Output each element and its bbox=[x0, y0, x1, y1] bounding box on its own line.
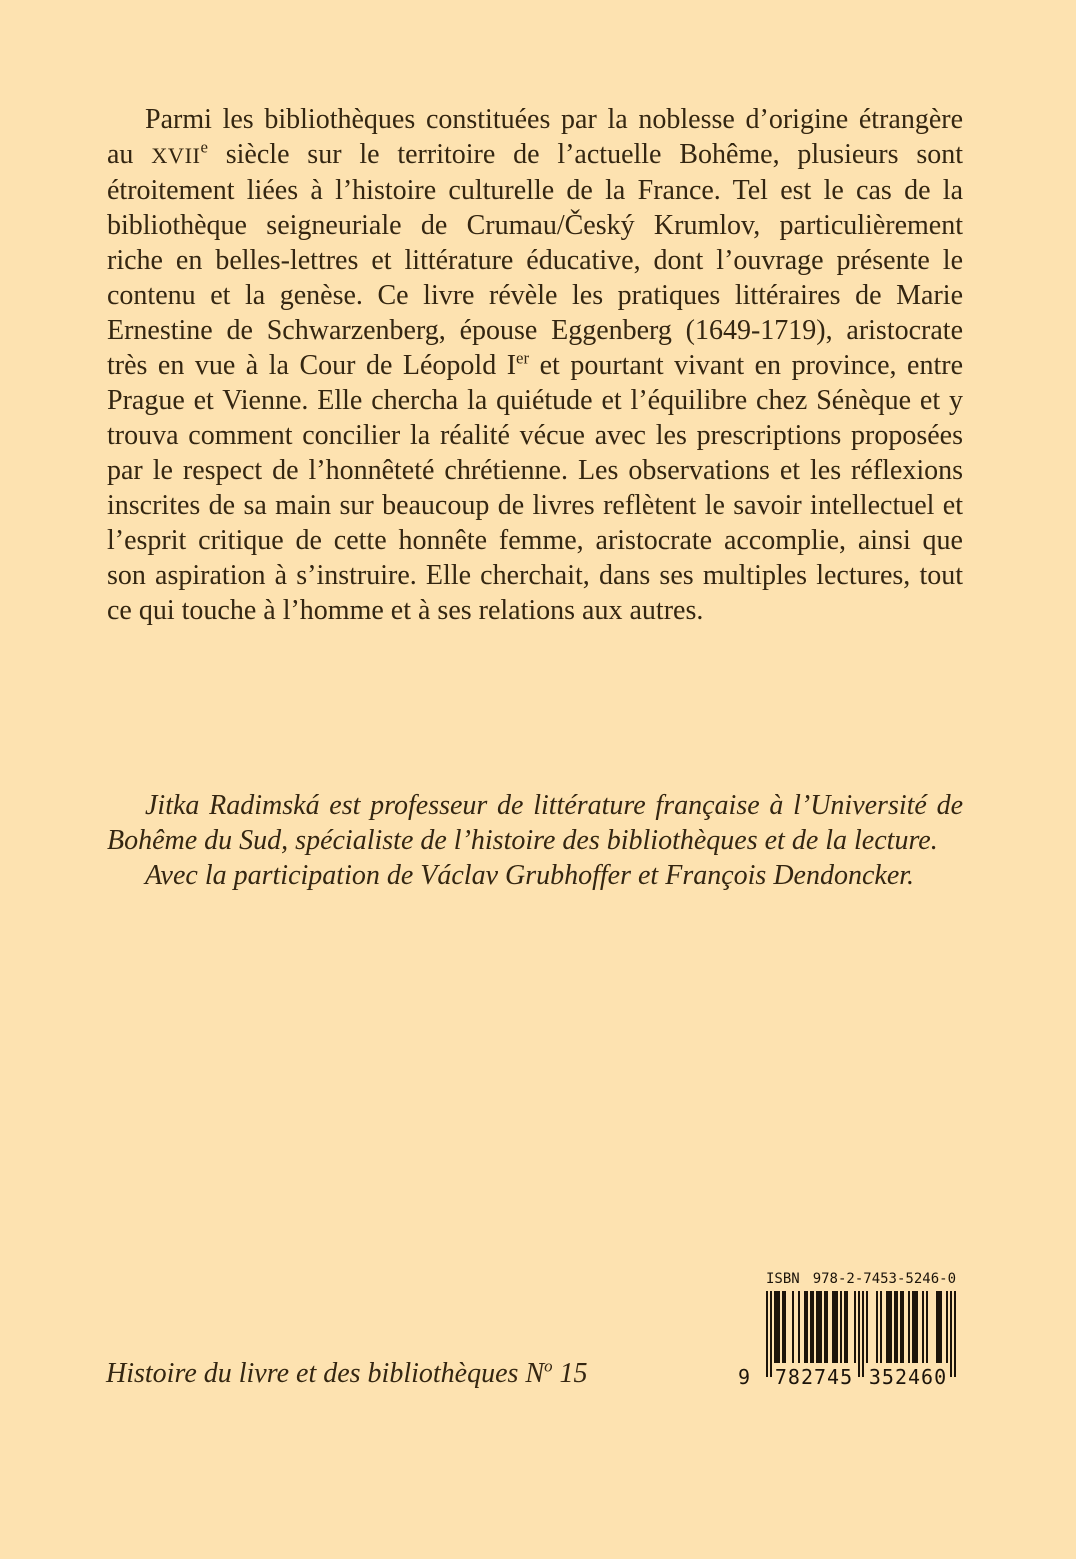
isbn-barcode bbox=[738, 1270, 956, 1391]
barcode-first-digit: 9 bbox=[738, 1365, 751, 1389]
isbn-text-line bbox=[766, 1270, 956, 1288]
series-title: Histoire du livre et des bibliothèques $N^o$ 15 bbox=[106, 1356, 588, 1389]
collaboration-note: Avec la participation de Václav Grubhoffer et François Dendoncker. bbox=[145, 860, 915, 891]
isbn-label: ISBN bbox=[766, 1271, 800, 1287]
synopsis-paragraph: Parmi les bibliothèques constituées par la noblesse d’origine étrangère au XVIIe siècle sur le territoire de l’actuelle Bohême, plusieurs sont étroitement liées à l’histoire culturelle de la France. Tel est le cas de la bibliothèque seigneuriale de Crumau/Český Krumlov, particulièrement riche en belles-lettres et littérature éducative, dont l’ouvrage présente le contenu et la genèse. Ce livre révèle les pratiques littéraires de Marie Ernestine de Schwarzenberg, épouse Eggenberg (1649-1719), aristocrate très en vue à la Cour de Léopold Ier et pourtant vivant en province, entre Prague et Vienne. Elle chercha la quiétude et l’équilibre chez Sénèque et y trouva comment concilier la réalité vécue avec les prescriptions proposées par le respect de l’honnêteté chrétienne. Les observations et les réflexions inscrites de sa main sur beaucoup de livres reflètent le savoir intellectuel et l’esprit critique de cette honnête femme, aristocrate accomplie, ainsi que son aspiration à s’instruire. Elle cherchait, dans ses multiples lectures, tout ce qui touche à l’homme et à ses relations aux autres. bbox=[107, 104, 963, 626]
barcode-digits bbox=[738, 1365, 956, 1391]
synopsis bbox=[107, 102, 963, 628]
author-bio bbox=[107, 788, 963, 893]
isbn-number: 978-2-7453-5246-0 bbox=[812, 1271, 956, 1287]
author-bio-paragraph: Jitka Radimská est professeur de littérature française à l’Université de Bohême du Sud, spécialiste de l’histoire des bibliothèques et de la lecture. bbox=[107, 790, 963, 856]
barcode-right-digits: 352460 bbox=[868, 1365, 948, 1389]
barcode-left-digits: 782745 bbox=[774, 1365, 854, 1389]
